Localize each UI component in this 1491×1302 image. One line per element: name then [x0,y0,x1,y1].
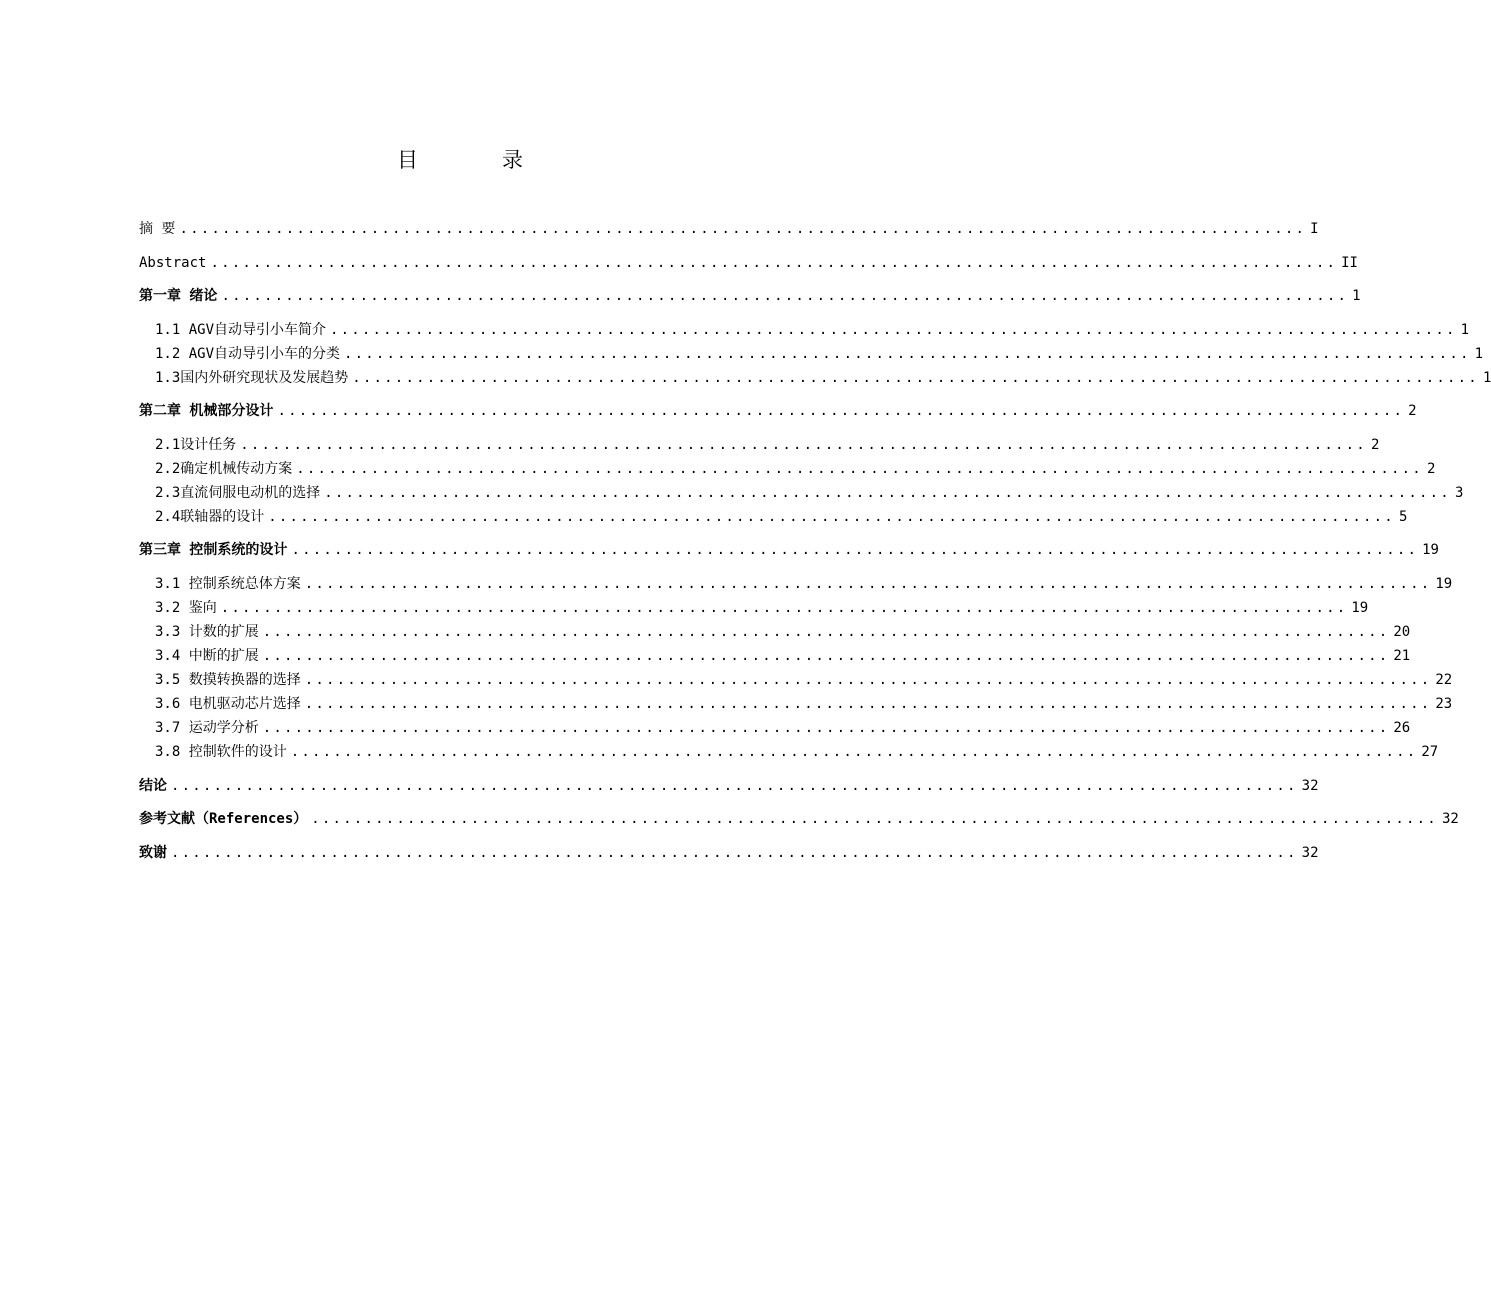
toc-entry-page: 2 [1408,403,1417,419]
toc-entry-conclusion[interactable] [139,776,1319,796]
toc-entry-chapter-1[interactable] [139,286,1361,306]
toc-entry-page: 1 [1460,322,1470,338]
toc-entry-1-3[interactable] [155,368,1491,388]
toc-entry-label: 2.3直流伺服电动机的选择 [155,485,321,501]
dot-leader: .......................................................................................................... [262,624,1390,640]
toc-entry-page: 20 [1393,624,1411,640]
toc-entry-label: 2.1设计任务 [155,437,237,453]
toc-entry-page: 27 [1421,744,1439,760]
toc-entry-label: 3.4 中断的扩展 [155,648,259,664]
dot-leader: .......................................................................................................... [262,648,1390,664]
toc-entry-3-7[interactable] [155,718,1411,738]
toc-entry-page: 32 [1441,811,1459,827]
toc-entry-page: 1 [1474,346,1484,362]
toc-entry-2-2[interactable] [155,459,1436,479]
dot-leader: .......................................................................................................... [304,672,1432,688]
dot-leader: .......................................................................................................... [304,576,1432,592]
toc-entry-page: 32 [1301,778,1319,794]
toc-entry-3-8[interactable] [155,742,1439,762]
toc-entry-label: 致谢 [139,845,167,861]
toc-entry-page: 19 [1435,576,1453,592]
toc-entry-label: Abstract [139,255,207,271]
toc-entry-chapter-3[interactable] [139,540,1439,560]
toc-entry-1-2[interactable] [155,344,1484,364]
toc-entry-page: 19 [1351,600,1369,616]
toc-entry-label: 3.7 运动学分析 [155,720,259,736]
toc-entry-label: 摘 要 [139,221,176,237]
toc-entry-abstract-en[interactable] [139,253,1358,273]
toc-entry-label: 第三章 控制系统的设计 [139,542,288,558]
dot-leader: .......................................................................................................... [262,720,1390,736]
dot-leader: .......................................................................................................... [277,403,1405,419]
toc-entry-page: 22 [1435,672,1453,688]
toc-entry-chapter-2[interactable] [139,401,1417,421]
dot-leader: .......................................................................................................... [304,696,1432,712]
dot-leader: .......................................................................................................... [352,370,1479,386]
page-title: 目 录 [397,148,523,172]
toc-entry-3-3[interactable] [155,622,1411,642]
dot-leader: .......................................................................................................... [220,600,1348,616]
toc-entry-label: 第一章 绪论 [139,288,218,304]
dot-leader: .......................................................................................................... [324,485,1451,501]
toc-entry-page: 2 [1370,437,1380,453]
toc-entry-label: 2.4联轴器的设计 [155,509,265,525]
toc-entry-3-5[interactable] [155,670,1453,690]
toc-entry-label: 1.3国内外研究现状及发展趋势 [155,370,349,386]
toc-entry-page: 32 [1301,845,1319,861]
dot-leader: .......................................................................................................... [171,845,1298,861]
toc-entry-acknowledgements[interactable] [139,843,1319,863]
toc-entry-page: 1 [1352,288,1361,304]
toc-entry-label: 1.1 AGV自动导引小车简介 [155,322,327,338]
toc-entry-page: 5 [1398,509,1408,525]
dot-leader: .......................................................................................................... [290,744,1418,760]
dot-leader: .......................................................................................................... [330,322,1457,338]
toc-entry-label: 第二章 机械部分设计 [139,403,274,419]
toc-entry-references[interactable] [139,809,1459,829]
toc-entry-1-1[interactable] [155,320,1470,340]
dot-leader: .......................................................................................................... [311,811,1438,827]
toc-entry-label: 3.3 计数的扩展 [155,624,259,640]
toc-entry-page: 19 [1422,542,1439,558]
toc-entry-label: 3.5 数摸转换器的选择 [155,672,301,688]
toc-entry-label: 3.1 控制系统总体方案 [155,576,301,592]
toc-entry-label: 结论 [139,778,167,794]
dot-leader: .......................................................................................................... [179,221,1307,237]
dot-leader: .......................................................................................................... [291,542,1419,558]
toc-entry-page: 1 [1482,370,1491,386]
dot-leader: .......................................................................................................... [344,346,1471,362]
dot-leader: .......................................................................................................... [268,509,1395,525]
toc-entry-3-2[interactable] [155,598,1369,618]
dot-leader: .......................................................................................................... [210,255,1338,271]
toc-entry-page: 26 [1393,720,1411,736]
toc-entry-label: 3.8 控制软件的设计 [155,744,287,760]
toc-entry-label: 3.2 鉴向 [155,600,217,616]
toc-entry-page: 23 [1435,696,1453,712]
toc-entry-page: 21 [1393,648,1411,664]
toc-entry-label: 参考文献（References） [139,811,308,827]
toc-entry-3-1[interactable] [155,574,1453,594]
toc-entry-page: I [1310,221,1319,237]
dot-leader: .......................................................................................................... [296,461,1423,477]
toc-entry-2-3[interactable] [155,483,1464,503]
toc-entry-label: 1.2 AGV自动导引小车的分类 [155,346,341,362]
toc-entry-page: 3 [1454,485,1464,501]
toc-entry-page: 2 [1426,461,1436,477]
toc-entry-label: 2.2确定机械传动方案 [155,461,293,477]
toc-entry-3-6[interactable] [155,694,1453,714]
dot-leader: .......................................................................................................... [240,437,1367,453]
dot-leader: .......................................................................................................... [221,288,1349,304]
toc-entry-page: II [1341,255,1358,271]
toc-entry-2-4[interactable] [155,507,1408,527]
dot-leader: .......................................................................................................... [171,778,1298,794]
toc-entry-label: 3.6 电机驱动芯片选择 [155,696,301,712]
toc-entry-2-1[interactable] [155,435,1380,455]
toc-entry-abstract-cn[interactable] [139,219,1319,239]
toc-entry-3-4[interactable] [155,646,1411,666]
